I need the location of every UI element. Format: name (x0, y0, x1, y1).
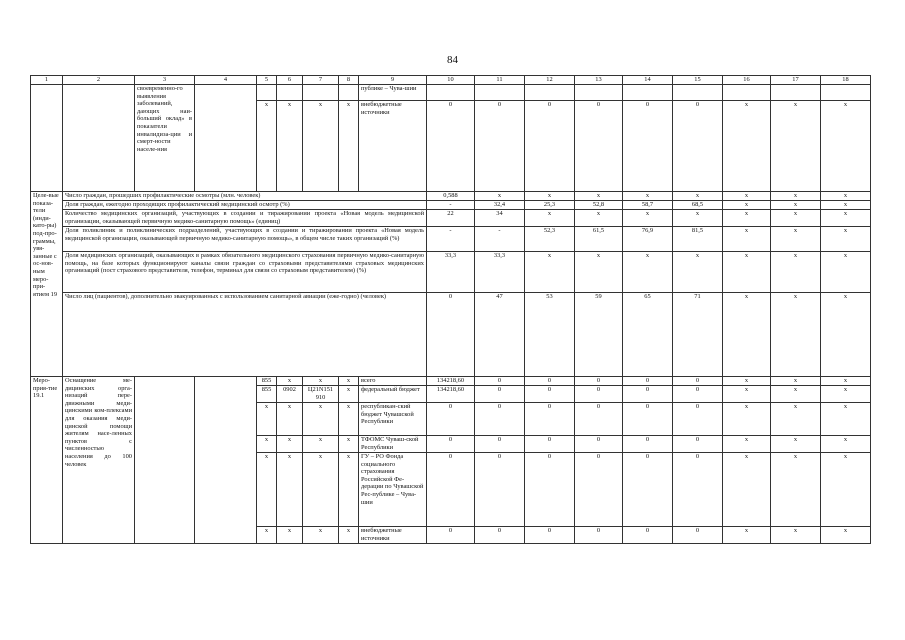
funding-source: внебюджетные источники (359, 101, 427, 192)
value-cell: 0 (623, 386, 673, 403)
value-cell: x (623, 252, 673, 293)
value-cell: - (427, 227, 475, 252)
code-cell: x (277, 101, 303, 192)
value-cell: 0 (575, 527, 623, 544)
empty-cell (575, 85, 623, 101)
value-cell: 58,7 (623, 201, 673, 210)
value-cell: 68,5 (673, 201, 723, 210)
value-cell: x (525, 192, 575, 201)
value-cell: x (771, 386, 821, 403)
code-cell: x (257, 453, 277, 527)
value-cell: x (723, 227, 771, 252)
value-cell: 0 (427, 527, 475, 544)
code-cell: x (303, 101, 339, 192)
col-number: 18 (821, 76, 871, 85)
value-cell: x (575, 192, 623, 201)
value-cell: x (821, 527, 871, 544)
empty-cell (135, 377, 195, 544)
col-number: 2 (63, 76, 135, 85)
indicator-row (31, 227, 871, 252)
value-cell: x (821, 436, 871, 453)
empty-cell (257, 85, 277, 101)
funding-source: всего (359, 377, 427, 386)
value-cell: x (771, 377, 821, 386)
value-cell: x (525, 210, 575, 227)
value-cell: 0 (427, 436, 475, 453)
code-cell: x (277, 377, 303, 386)
empty-cell (63, 85, 135, 192)
value-cell: x (821, 192, 871, 201)
empty-cell (525, 85, 575, 101)
code-cell: x (303, 436, 339, 453)
page-number: 84 (447, 54, 458, 66)
value-cell: x (771, 192, 821, 201)
funding-source: ТФОМС Чуваш-ской Республики (359, 436, 427, 453)
col-number: 6 (277, 76, 303, 85)
value-cell: 0 (623, 101, 673, 192)
value-cell: 0 (525, 386, 575, 403)
value-cell: 33,3 (427, 252, 475, 293)
code-cell: x (339, 377, 359, 386)
value-cell: x (475, 192, 525, 201)
indicator-row (31, 210, 871, 227)
empty-cell (195, 377, 257, 544)
value-cell: x (821, 293, 871, 377)
value-cell: 134218,60 (427, 386, 475, 403)
value-cell: x (673, 210, 723, 227)
continuation-row (31, 85, 871, 101)
indicator-text: Доля граждан, ежегодно проходящих профилактический медицинский осмотр (%) (63, 201, 427, 210)
code-cell: x (277, 453, 303, 527)
value-cell: x (771, 436, 821, 453)
value-cell: 0 (525, 403, 575, 436)
value-cell: x (723, 403, 771, 436)
value-cell: x (673, 252, 723, 293)
value-cell: x (723, 101, 771, 192)
value-cell: x (821, 101, 871, 192)
col-number: 14 (623, 76, 673, 85)
value-cell: 134218,60 (427, 377, 475, 386)
indicator-row (31, 201, 871, 210)
code-cell: x (303, 403, 339, 436)
value-cell: 52,3 (525, 227, 575, 252)
value-cell: 0 (475, 453, 525, 527)
value-cell: x (821, 377, 871, 386)
col-number: 12 (525, 76, 575, 85)
indicator-row (31, 192, 871, 201)
value-cell: 52,8 (575, 201, 623, 210)
continuation-goal-text: своевременно-го выявления заболеваний, дающих наи-больший оклад» в показатели инвалидиза-ции и смерт-ности населе-ния (135, 85, 195, 192)
value-cell: 0 (575, 403, 623, 436)
code-cell: x (339, 436, 359, 453)
value-cell: 34 (475, 210, 525, 227)
value-cell: x (723, 201, 771, 210)
value-cell: 0 (575, 101, 623, 192)
funding-source: ГУ – РО Фонда социального страхования Российской Фе-дерации по Чувашской Рес-публике – Чува-шии (359, 453, 427, 527)
value-cell: 0 (673, 101, 723, 192)
value-cell: 0 (673, 453, 723, 527)
value-cell: 71 (673, 293, 723, 377)
value-cell: x (771, 227, 821, 252)
value-cell: x (771, 101, 821, 192)
value-cell: 22 (427, 210, 475, 227)
event-label: Меро-прия-тие 19.1 (31, 377, 63, 544)
value-cell: 0 (475, 101, 525, 192)
value-cell: 0 (673, 386, 723, 403)
indicator-text: Доля поликлиник и поликлинических подразделений, участвующих в создании и тиражировании проекта «Новая модель медицинской организации, оказывающей первичную медико-санитарную помощь», в общем числе таких организаций (%) (63, 227, 427, 252)
empty-cell (821, 85, 871, 101)
value-cell: 65 (623, 293, 673, 377)
value-cell: 32,4 (475, 201, 525, 210)
empty-cell (623, 85, 673, 101)
value-cell: 0 (623, 377, 673, 386)
value-cell: - (427, 201, 475, 210)
value-cell: x (821, 453, 871, 527)
value-cell: 0 (525, 101, 575, 192)
event-description: Оснащение ме-дицинских орга-низаций пере-движными меди-цинскими ком-плексами для оказания меди-цинской помощи жителям насе-ленных пунктов с численностью населения до 100 человек (63, 377, 135, 544)
value-cell: x (771, 210, 821, 227)
code-cell: x (303, 453, 339, 527)
value-cell: x (821, 386, 871, 403)
value-cell: x (771, 201, 821, 210)
value-cell: 0 (623, 436, 673, 453)
value-cell: 0 (475, 436, 525, 453)
code-cell: 0902 (277, 386, 303, 403)
col-number: 3 (135, 76, 195, 85)
code-cell: x (339, 403, 359, 436)
program-table (30, 75, 871, 544)
code-cell: x (277, 436, 303, 453)
value-cell: x (723, 527, 771, 544)
value-cell: 33,3 (475, 252, 525, 293)
code-cell: Ц21N151 910 (303, 386, 339, 403)
value-cell: 0 (575, 453, 623, 527)
value-cell: 0 (427, 453, 475, 527)
value-cell: 0 (673, 527, 723, 544)
value-cell: x (771, 527, 821, 544)
value-cell: 0 (525, 527, 575, 544)
indicator-row (31, 293, 871, 377)
code-cell: x (339, 386, 359, 403)
col-number: 8 (339, 76, 359, 85)
col-number: 5 (257, 76, 277, 85)
indicator-text: Число граждан, прошедших профилактические осмотры (млн. человек) (63, 192, 427, 201)
funding-source: публике – Чува-шии (359, 85, 427, 101)
value-cell: 0 (623, 527, 673, 544)
indicator-text: Количество медицинских организаций, участвующих в создании и тиражировании проекта «Новая модель медицинской организации, оказывающей первичную медико-санитарную помощь» (единиц) (63, 210, 427, 227)
empty-cell (723, 85, 771, 101)
code-cell: 855 (257, 377, 277, 386)
value-cell: 0 (673, 377, 723, 386)
col-number: 15 (673, 76, 723, 85)
code-cell: x (257, 403, 277, 436)
value-cell: x (821, 201, 871, 210)
code-cell: 855 (257, 386, 277, 403)
code-cell: x (257, 101, 277, 192)
indicator-text: Число лиц (пациентов), дополнительно эвакуированных с использованием санитарной авиации (еже-годно) (человек) (63, 293, 427, 377)
value-cell: 0 (475, 377, 525, 386)
value-cell: x (673, 192, 723, 201)
value-cell: 59 (575, 293, 623, 377)
funding-source: федеральный бюджет (359, 386, 427, 403)
value-cell: 0 (575, 386, 623, 403)
value-cell: 0 (427, 101, 475, 192)
col-number: 9 (359, 76, 427, 85)
value-cell: x (821, 403, 871, 436)
value-cell: - (475, 227, 525, 252)
funding-source: внебюджетные источники (359, 527, 427, 544)
value-cell: x (623, 192, 673, 201)
value-cell: 0 (475, 527, 525, 544)
value-cell: x (723, 210, 771, 227)
value-cell: x (723, 453, 771, 527)
value-cell: 0 (525, 436, 575, 453)
value-cell: x (723, 386, 771, 403)
value-cell: x (723, 436, 771, 453)
code-cell: x (339, 101, 359, 192)
funding-source: республикан-ский бюджет Чувашской Республики (359, 403, 427, 436)
empty-cell (277, 85, 303, 101)
col-number: 7 (303, 76, 339, 85)
value-cell: 0 (575, 377, 623, 386)
value-cell: 61,5 (575, 227, 623, 252)
value-cell: 0 (475, 386, 525, 403)
code-cell: x (339, 527, 359, 544)
value-cell: 0 (475, 403, 525, 436)
value-cell: x (821, 227, 871, 252)
value-cell: 47 (475, 293, 525, 377)
value-cell: x (723, 377, 771, 386)
code-cell: x (277, 403, 303, 436)
code-cell: x (339, 453, 359, 527)
value-cell: 0,588 (427, 192, 475, 201)
value-cell: 0 (673, 403, 723, 436)
value-cell: 25,3 (525, 201, 575, 210)
value-cell: x (723, 192, 771, 201)
value-cell: 0 (623, 453, 673, 527)
empty-cell (771, 85, 821, 101)
value-cell: x (525, 252, 575, 293)
empty-cell (673, 85, 723, 101)
value-cell: x (623, 210, 673, 227)
value-cell: x (771, 252, 821, 293)
value-cell: x (771, 293, 821, 377)
value-cell: 0 (575, 436, 623, 453)
empty-cell (427, 85, 475, 101)
col-number: 17 (771, 76, 821, 85)
value-cell: 0 (427, 293, 475, 377)
value-cell: x (723, 252, 771, 293)
value-cell: x (821, 210, 871, 227)
value-cell: 0 (623, 403, 673, 436)
value-cell: x (771, 453, 821, 527)
col-number: 1 (31, 76, 63, 85)
code-cell: x (257, 527, 277, 544)
value-cell: x (723, 293, 771, 377)
value-cell: 76,9 (623, 227, 673, 252)
col-number: 13 (575, 76, 623, 85)
col-number: 10 (427, 76, 475, 85)
code-cell: x (303, 377, 339, 386)
col-number: 11 (475, 76, 525, 85)
value-cell: x (771, 403, 821, 436)
value-cell: 0 (525, 453, 575, 527)
code-cell: x (303, 527, 339, 544)
column-numbers-row (31, 76, 871, 85)
col-number: 16 (723, 76, 771, 85)
empty-cell (339, 85, 359, 101)
col-number: 4 (195, 76, 257, 85)
code-cell: x (257, 436, 277, 453)
value-cell: 81,5 (673, 227, 723, 252)
value-cell: x (575, 210, 623, 227)
value-cell: 0 (525, 377, 575, 386)
event-row (31, 377, 871, 386)
value-cell: 0 (427, 403, 475, 436)
empty-cell (303, 85, 339, 101)
code-cell: x (277, 527, 303, 544)
value-cell: x (575, 252, 623, 293)
indicator-row (31, 252, 871, 293)
value-cell: 0 (673, 436, 723, 453)
empty-cell (31, 85, 63, 192)
indicators-label: Целе-вые показа-тели (инди-като-ры) под-про-граммы, увя-занные с ос-нов-ным меро-при-ятием 19 (31, 192, 63, 377)
value-cell: x (821, 252, 871, 293)
value-cell: 53 (525, 293, 575, 377)
indicator-text: Доля медицинских организаций, оказывающих в рамках обязательного медицинского страхования первичную медико-санитарную помощь, на базе которых функционируют каналы связи граждан со страховыми представителями страховых медицинских организаций (пост страхового представителя, телефон, терминал для связи со страховым представителем) (%) (63, 252, 427, 293)
empty-cell (475, 85, 525, 101)
empty-cell (195, 85, 257, 192)
